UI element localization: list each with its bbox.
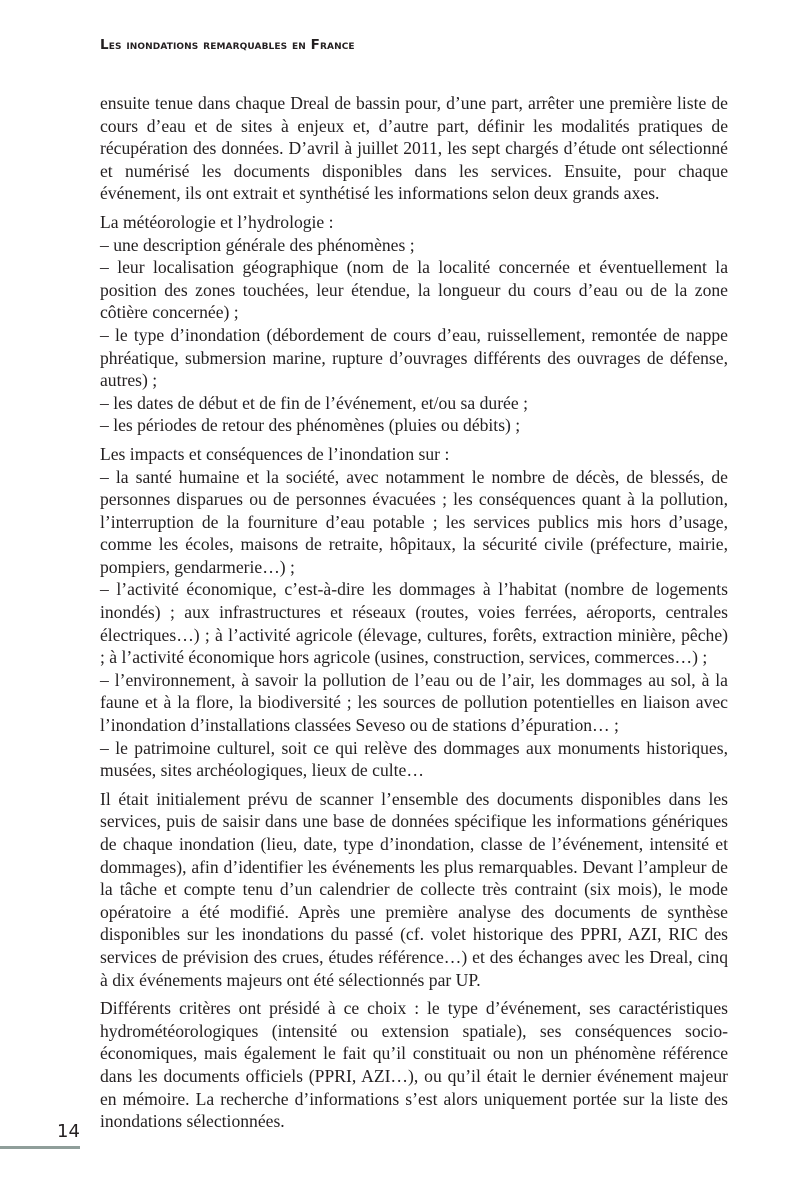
meteorology-hydrology-list xyxy=(100,211,728,437)
page-number: 14 xyxy=(57,1121,80,1142)
list-intro: Les impacts et conséquences de l’inondation sur : xyxy=(100,443,450,464)
impacts-consequences-list xyxy=(100,443,728,782)
list-intro: La météorologie et l’hydrologie : xyxy=(100,211,334,232)
list-item: – les périodes de retour des phénomènes (pluies ou débits) ; xyxy=(100,415,521,436)
body-text xyxy=(100,92,728,1139)
list-item: – le patrimoine culturel, soit ce qui relève des dommages aux monuments historiques, musées, sites archéologiques, lieux de culte… xyxy=(100,737,728,781)
list-item: – la santé humaine et la société, avec notamment le nombre de décès, de blessés, de personnes disparues ou de personnes évacuées ; les conséquences quant à la pollution, l’interruption de la fourniture d’eau potable ; les services publics mis hors d’usage, comme les écoles, maisons de retraite, hôpitaux, la sécurité civile (préfecture, mairie, pompiers, gendarmerie…) ; xyxy=(100,466,728,577)
list-item: – le type d’inondation (débordement de cours d’eau, ruissellement, remontée de nappe phréatique, submersion marine, rupture d’ouvrages différents des ouvrages de défense, autres) ; xyxy=(100,324,728,391)
list-item: – leur localisation géographique (nom de la localité concernée et éventuellement la position des zones touchées, leur étendue, la longueur du cours d’eau ou de la zone côtière concernée) ; xyxy=(100,257,728,323)
paragraph-methodology: Il était initialement prévu de scanner l’ensemble des documents disponibles dans les services, puis de saisir dans une base de données spécifique les informations génériques de chaque inondation (lieu, date, type d’inondation, classe de l’événement, intensité et dommages), afin d’identifier les événements les plus remarquables. Devant l’ampleur de la tâche et compte tenu d’un calendrier de collecte très contraint (six mois), le mode opératoire a été modifié. Après une première analyse des documents de synthèse disponibles sur les inondations du passé (cf. volet historique des PPRI, AZI, RIC des services de prévision des crues, études référence…) et des échanges avec les Dreal, cinq à dix événements majeurs ont été sélectionnés par UP. xyxy=(100,788,728,990)
footer-rule xyxy=(0,1146,80,1149)
paragraph-criteria: Différents critères ont présidé à ce choix : le type d’événement, ses caractéristiques hydrométéorologiques (intensité ou extension spatiale), ses conséquences socio-économiques, mais également le fait qu’il constituait ou non un phénomène référence dans les documents officiels (PPRI, AZI…), ou qu’il était le dernier événement majeur en mémoire. La recherche d’informations s’est alors uniquement portée sur la liste des inondations sélectionnées. xyxy=(100,998,728,1132)
paragraph-intro: ensuite tenue dans chaque Dreal de bassin pour, d’une part, arrêter une première liste de cours d’eau et de sites à enjeux et, d’autre part, définir les modalités pratiques de récupération des données. D’avril à juillet 2011, les sept chargés d’étude ont sélectionné et numérisé les documents disponibles dans les services. Ensuite, pour chaque événement, ils ont extrait et synthétisé les informations selon deux grands axes. xyxy=(100,93,728,204)
running-header: Les inondations remarquables en France xyxy=(100,37,355,53)
list-item: – les dates de début et de fin de l’événement, et/ou sa durée ; xyxy=(100,392,528,413)
list-item: – une description générale des phénomènes ; xyxy=(100,234,415,255)
list-item: – l’environnement, à savoir la pollution de l’eau ou de l’air, les dommages au sol, à la faune et à la flore, la biodiversité ; les sources de pollution potentielles en liaison avec l’inondation d’installations classées Seveso ou de stations d’épuration… ; xyxy=(100,669,728,736)
list-item: – l’activité économique, c’est-à-dire les dommages à l’habitat (nombre de logements inondés) ; aux infrastructures et réseaux (routes, voies ferrées, aéroports, centrales électriques…) ; à l’activité agricole (élevage, cultures, forêts, extraction minière, pêche) ; à l’activité économique hors agricole (usines, construction, services, commerces…) ; xyxy=(100,579,728,668)
